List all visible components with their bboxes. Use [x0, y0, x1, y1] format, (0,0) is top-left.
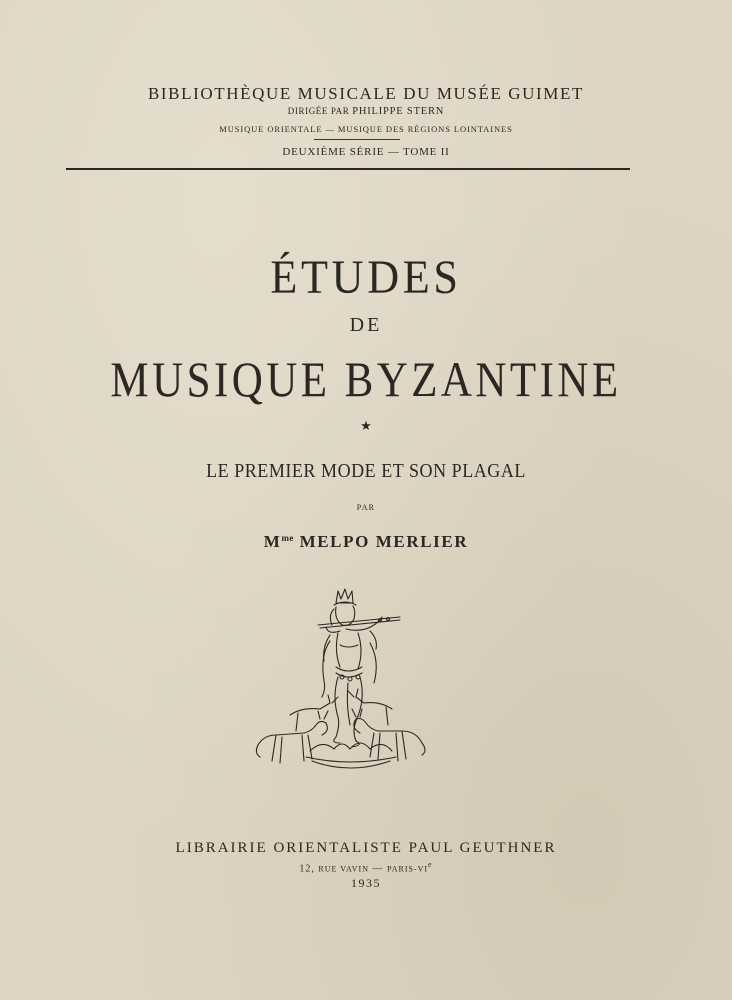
address-street: RUE VAVIN [318, 864, 369, 874]
address-city-superscript: e [428, 860, 433, 869]
author-name: MELPO MERLIER [299, 532, 469, 551]
krishna-flute-player-with-cows-icon [250, 585, 430, 785]
star-ornament: ★ [360, 418, 372, 433]
publisher-address [0, 860, 732, 874]
address-dash: — [372, 863, 384, 875]
author-honorific-superscript: me [281, 533, 294, 543]
publisher-name: LIBRAIRIE ORIENTALISTE PAUL GEUTHNER [175, 840, 557, 856]
series-subjects: MUSIQUE ORIENTALE — MUSIQUE DES RÉGIONS LOINTAINES [219, 124, 513, 134]
book-title-line-2: MUSIQUE BYZANTINE [110, 351, 622, 407]
author-honorific: M [263, 532, 282, 551]
address-number: 12, [299, 863, 315, 875]
series-director: PHILIPPE STERN [352, 106, 445, 117]
header-divider [66, 168, 630, 170]
book-title-line-1: ÉTUDES [270, 251, 462, 304]
short-divider [314, 139, 400, 140]
address-city: PARIS-VI [386, 864, 429, 874]
series-director-line [0, 106, 732, 117]
book-subtitle: LE PREMIER MODE ET SON PLAGAL [206, 460, 526, 482]
directed-by-label: DIRIGÉE PAR [287, 106, 350, 116]
by-label: PAR [356, 503, 376, 512]
volume-line: DEUXIÈME SÉRIE — TOME II [282, 146, 450, 158]
book-title-connector: DE [349, 314, 383, 336]
series-title: BIBLIOTHÈQUE MUSICALE DU MUSÉE GUIMET [147, 84, 584, 103]
author-line [0, 532, 732, 552]
publication-year: 1935 [351, 876, 381, 890]
